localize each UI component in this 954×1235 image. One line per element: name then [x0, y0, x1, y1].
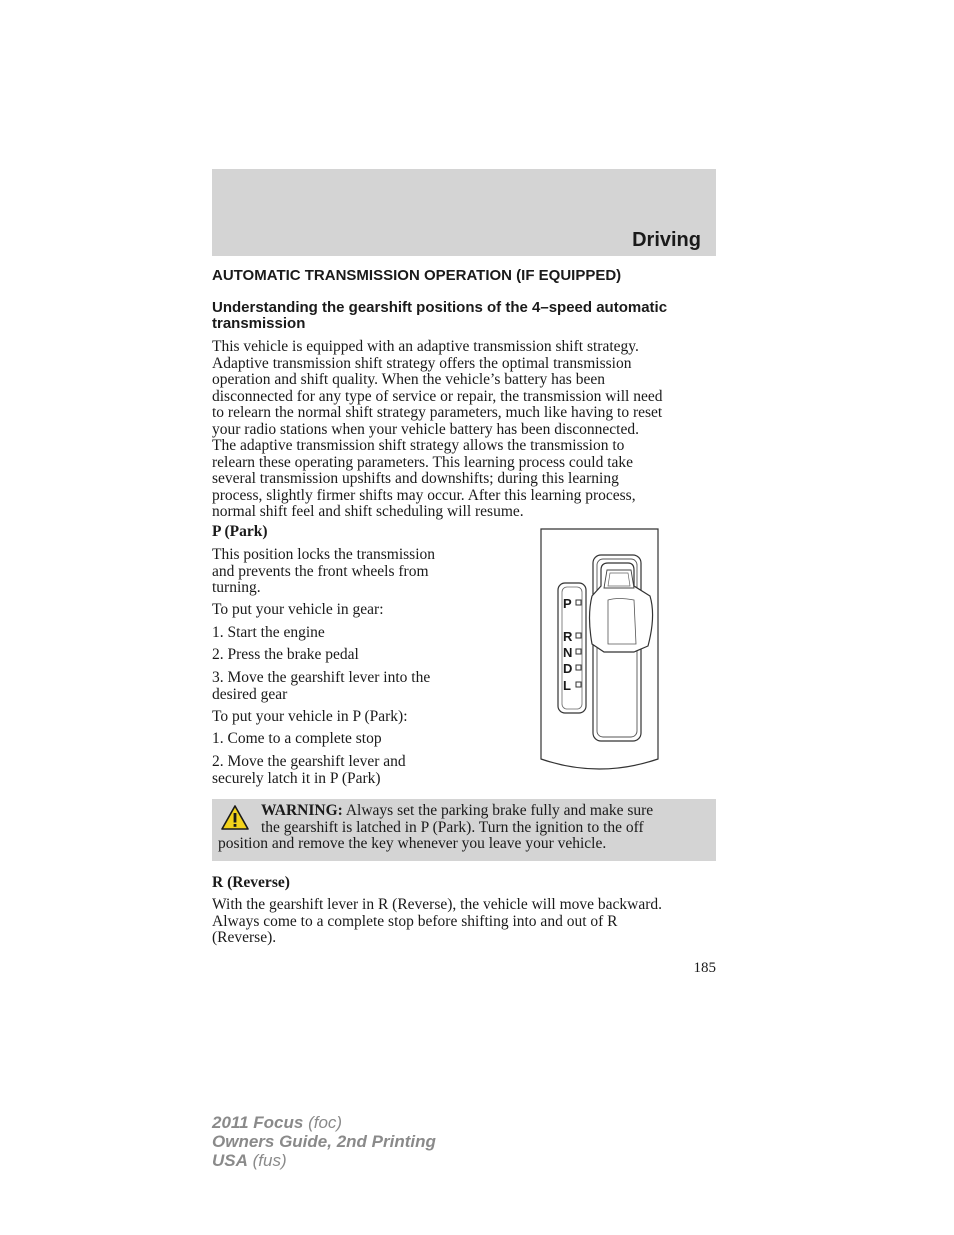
- text-line: (Reverse).: [212, 929, 277, 946]
- text-line: With the gearshift lever in R (Reverse), the vehicle will move backward.: [212, 896, 663, 913]
- text-line: process, slightly firmer shifts may occur. After this learning process,: [212, 486, 636, 504]
- warning-line-2: the gearshift is latched in P (Park). Turn the ignition to the off: [261, 819, 644, 836]
- text-line: 2. Move the gearshift lever and: [212, 753, 406, 770]
- text-line: to relearn the normal shift strategy parameters, much like having to reset: [212, 404, 663, 421]
- text-line: Adaptive transmission shift strategy offers the optimal transmission: [212, 354, 632, 372]
- footer-line-3: [212, 1151, 436, 1170]
- footer-model-code: (foc): [303, 1113, 343, 1132]
- text-line: This vehicle is equipped with an adaptive transmission shift strategy.: [212, 338, 639, 355]
- footer: [212, 1113, 436, 1170]
- text-line: desired gear: [212, 685, 288, 703]
- reverse-title: R (Reverse): [212, 874, 290, 891]
- gear-label-l: L: [563, 678, 571, 693]
- in-gear-label: To put your vehicle in gear:: [212, 601, 384, 618]
- gear-label-n: N: [563, 645, 573, 660]
- footer-guide: Owners Guide, 2nd Printing: [212, 1132, 436, 1151]
- main-heading: AUTOMATIC TRANSMISSION OPERATION (IF EQUIPPED): [212, 267, 622, 284]
- text-line: securely latch it in P (Park): [212, 769, 381, 787]
- text-line: 3. Move the gearshift lever into the: [212, 669, 431, 686]
- text-line: your radio stations when your vehicle battery has been disconnected.: [212, 420, 639, 438]
- page-number: 185: [693, 960, 716, 976]
- footer-line-1: [212, 1113, 436, 1132]
- section-title: Driving: [632, 229, 701, 251]
- text-line: and prevents the front wheels from: [212, 562, 429, 580]
- warning-text: [218, 803, 706, 820]
- in-park-label: To put your vehicle in P (Park):: [212, 708, 408, 725]
- gear-label-r: R: [563, 629, 573, 644]
- text-line: several transmission upshifts and downshifts; during this learning: [212, 470, 619, 487]
- gear-label-d: D: [563, 661, 573, 676]
- text-line: disconnected for any type of service or repair, the transmission will need: [212, 387, 663, 405]
- footer-line-2: [212, 1132, 436, 1151]
- footer-market-code: (fus): [247, 1151, 287, 1170]
- footer-model: 2011 Focus: [212, 1113, 304, 1132]
- text-line: This position locks the transmission: [212, 546, 436, 563]
- warning-label: WARNING:: [261, 802, 343, 819]
- text-line: normal shift feel and shift scheduling will resume.: [212, 503, 524, 520]
- park-step-2: [212, 754, 512, 787]
- footer-market: USA: [212, 1151, 248, 1170]
- section-header-band: [212, 169, 716, 256]
- warning-line-1: Always set the parking brake fully and make sure: [342, 802, 654, 819]
- text-line: operation and shift quality. When the vehicle’s battery has been: [212, 371, 605, 388]
- text-line: turning.: [212, 579, 261, 596]
- text-line: The adaptive transmission shift strategy allows the transmission to: [212, 437, 625, 454]
- sub-heading: [212, 300, 716, 332]
- park-description: [212, 547, 512, 597]
- text-line: relearn these operating parameters. This learning process could take: [212, 453, 634, 471]
- gear-label-p: P: [563, 596, 572, 611]
- warning-box: [212, 799, 716, 861]
- sub-heading-text: Understanding the gearshift positions of the 4–speed automatic transmission: [212, 299, 668, 332]
- step-2: 2. Press the brake pedal: [212, 646, 359, 663]
- intro-paragraph: [212, 339, 722, 521]
- step-1: 1. Start the engine: [212, 624, 325, 641]
- reverse-paragraph: [212, 897, 722, 947]
- text-line: Always come to a complete stop before shifting into and out of R: [212, 912, 618, 930]
- park-step-1: 1. Come to a complete stop: [212, 730, 382, 747]
- park-title: P (Park): [212, 523, 268, 540]
- warning-line-3: position and remove the key whenever you leave your vehicle.: [218, 835, 607, 852]
- step-3: [212, 670, 512, 703]
- gearshift-diagram: [538, 526, 662, 772]
